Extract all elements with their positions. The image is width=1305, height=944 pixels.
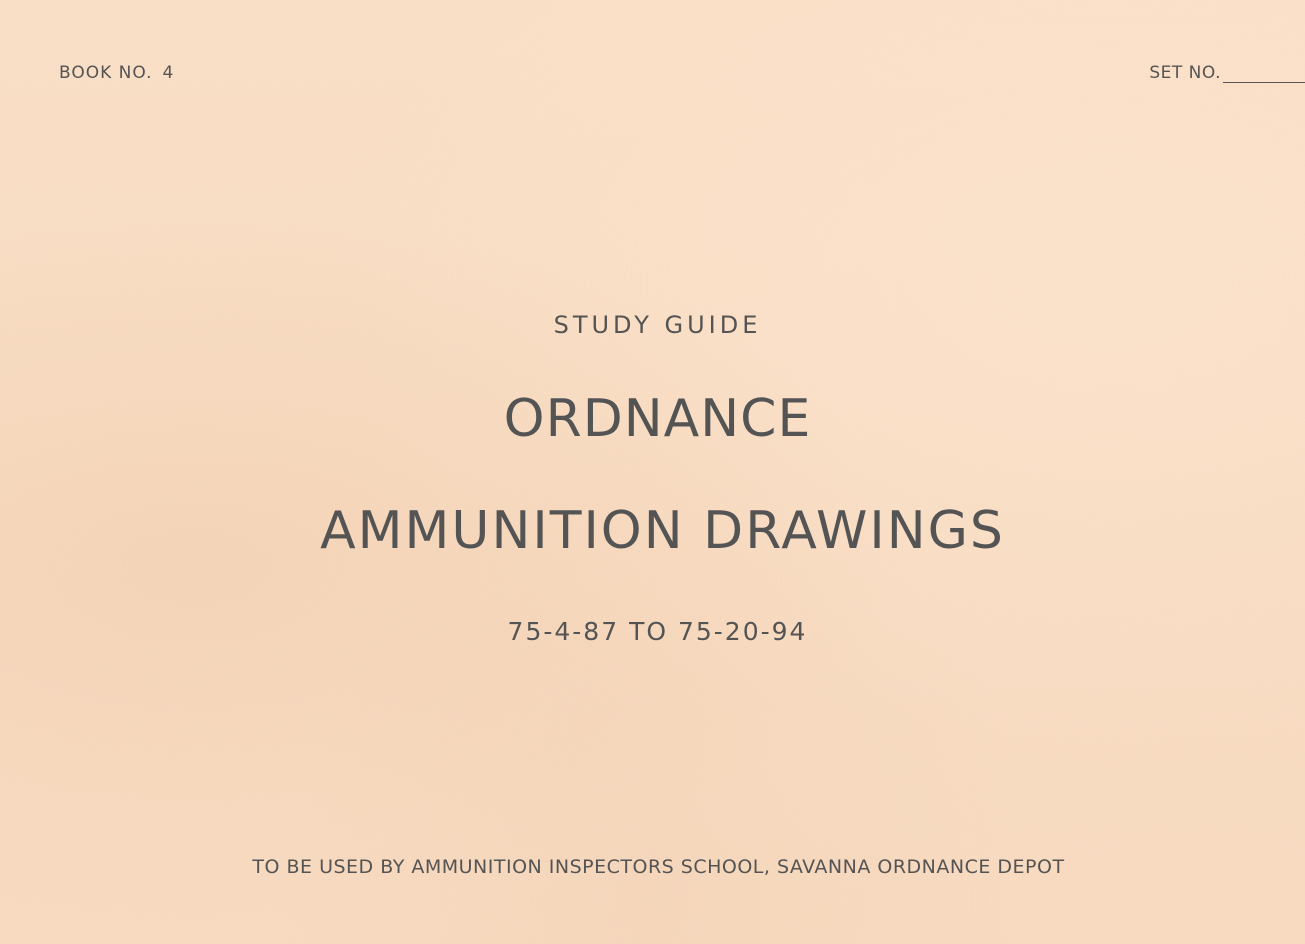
usage-footer: TO BE USED BY AMMUNITION INSPECTORS SCHOOL, SAVANNA ORDNANCE DEPOT — [252, 856, 1065, 878]
title-line-1: ORDNANCE — [503, 389, 812, 449]
study-guide-heading: STUDY GUIDE — [553, 311, 762, 339]
book-number — [59, 63, 174, 83]
title-line-2: AMMUNITION DRAWINGS — [320, 501, 1005, 561]
set-number-blank-line — [1223, 66, 1305, 83]
book-number-label: BOOK NO. — [59, 63, 153, 83]
set-number — [1149, 63, 1305, 83]
book-number-value: 4 — [162, 63, 175, 83]
drawing-number-range: 75-4-87 TO 75-20-94 — [507, 617, 808, 646]
set-number-label: SET NO. — [1149, 63, 1221, 83]
